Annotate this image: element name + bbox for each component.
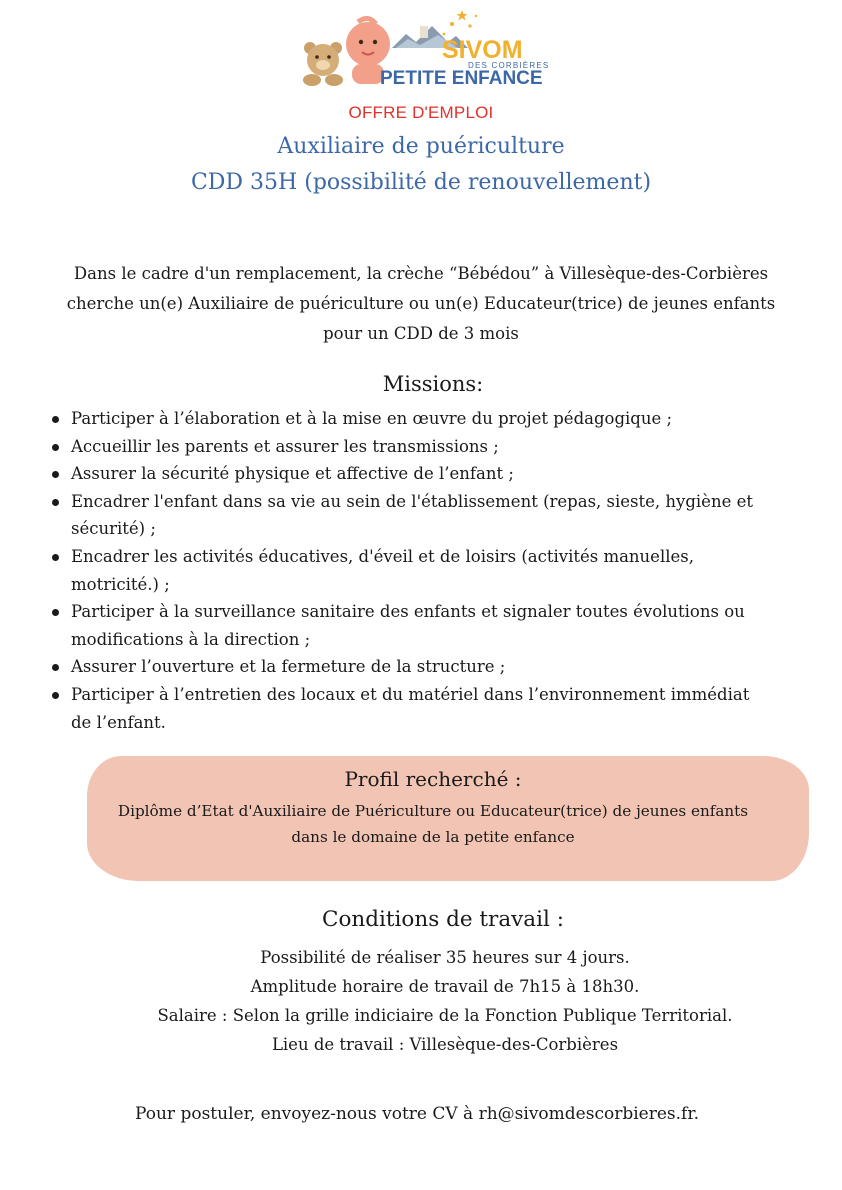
mission-text: Participer à la surveillance sanitaire des enfants et signaler toutes évolutions ou	[71, 602, 745, 622]
mission-text-cont: modifications à la direction ;	[71, 629, 311, 649]
condition-line: Possibilité de réaliser 35 heures sur 4 jours.	[260, 948, 630, 967]
bullet-icon	[52, 692, 59, 699]
mission-text: Accueillir les parents et assurer les transmissions ;	[71, 436, 499, 456]
profile-line: Diplôme d’Etat d'Auxiliaire de Puériculture ou Educateur(trice) de jeunes enfants	[117, 802, 749, 820]
mission-item	[49, 460, 809, 488]
condition-line: Amplitude horaire de travail de 7h15 à 18h30.	[250, 977, 640, 996]
mission-item	[49, 433, 809, 461]
intro-paragraph	[20, 259, 822, 349]
conditions-list	[20, 943, 842, 1059]
profile-line: dans le domaine de la petite enfance	[291, 828, 575, 846]
profile-description	[60, 798, 806, 850]
mission-text: Encadrer les activités éducatives, d'éveil et de loisirs (activités manuelles,	[71, 546, 694, 566]
bullet-icon	[52, 499, 59, 506]
missions-list	[49, 405, 809, 736]
missions-title: Missions:	[382, 372, 484, 396]
profile-title: Profil recherché :	[344, 767, 522, 791]
intro-line: cherche un(e) Auxiliaire de puériculture ou un(e) Educateur(trice) de jeunes enfants	[66, 294, 776, 313]
intro-line: pour un CDD de 3 mois	[323, 324, 519, 343]
brand-petite-enfance: PETITE ENFANCE	[380, 68, 543, 89]
condition-line: Salaire : Selon la grille indiciaire de la Fonction Publique Territorial.	[157, 1006, 733, 1025]
mission-item	[49, 681, 809, 736]
mission-text-cont: de l’enfant.	[71, 712, 166, 732]
sivom-logo	[292, 8, 554, 90]
mission-text-cont: motricité.) ;	[71, 574, 170, 594]
mission-text-cont: sécurité) ;	[71, 519, 156, 539]
mission-text: Assurer l’ouverture et la fermeture de la structure ;	[71, 657, 506, 677]
condition-line: Lieu de travail : Villesèque-des-Corbières	[271, 1035, 619, 1054]
mission-item	[49, 488, 809, 543]
mission-item	[49, 543, 809, 598]
bullet-icon	[52, 664, 59, 671]
mission-text: Participer à l’élaboration et à la mise en œuvre du projet pédagogique ;	[71, 409, 673, 428]
mission-item	[49, 653, 809, 681]
stars-icon	[443, 10, 478, 35]
mission-item	[49, 598, 809, 653]
job-title: Auxiliaire de puériculture	[277, 134, 565, 159]
bullet-icon	[52, 609, 59, 616]
bullet-icon	[52, 444, 59, 451]
intro-line: Dans le cadre d'un remplacement, la crèche “Bébédou” à Villesèque-des-Corbières	[73, 264, 769, 283]
mission-text: Encadrer l'enfant dans sa vie au sein de l'établissement (repas, sieste, hygiène et	[71, 491, 753, 511]
contract-type: CDD 35H (possibilité de renouvellement)	[190, 170, 652, 195]
bullet-icon	[52, 471, 59, 478]
bullet-icon	[52, 554, 59, 561]
teddy-bear-icon	[303, 42, 343, 86]
offer-label: OFFRE D'EMPLOI	[348, 103, 494, 122]
apply-instructions: Pour postuler, envoyez-nous votre CV à rh@sivomdescorbieres.fr.	[134, 1104, 699, 1124]
brand-corbieres: DES CORBIÈRES	[468, 61, 550, 70]
conditions-title: Conditions de travail :	[322, 907, 564, 932]
mission-text: Participer à l’entretien des locaux et du matériel dans l’environnement immédiat	[71, 684, 750, 704]
mission-text: Assurer la sécurité physique et affective de l’enfant ;	[71, 464, 514, 484]
bullet-icon	[52, 416, 59, 423]
brand-sivom: SIVOM	[442, 36, 523, 64]
mission-item	[49, 405, 809, 433]
